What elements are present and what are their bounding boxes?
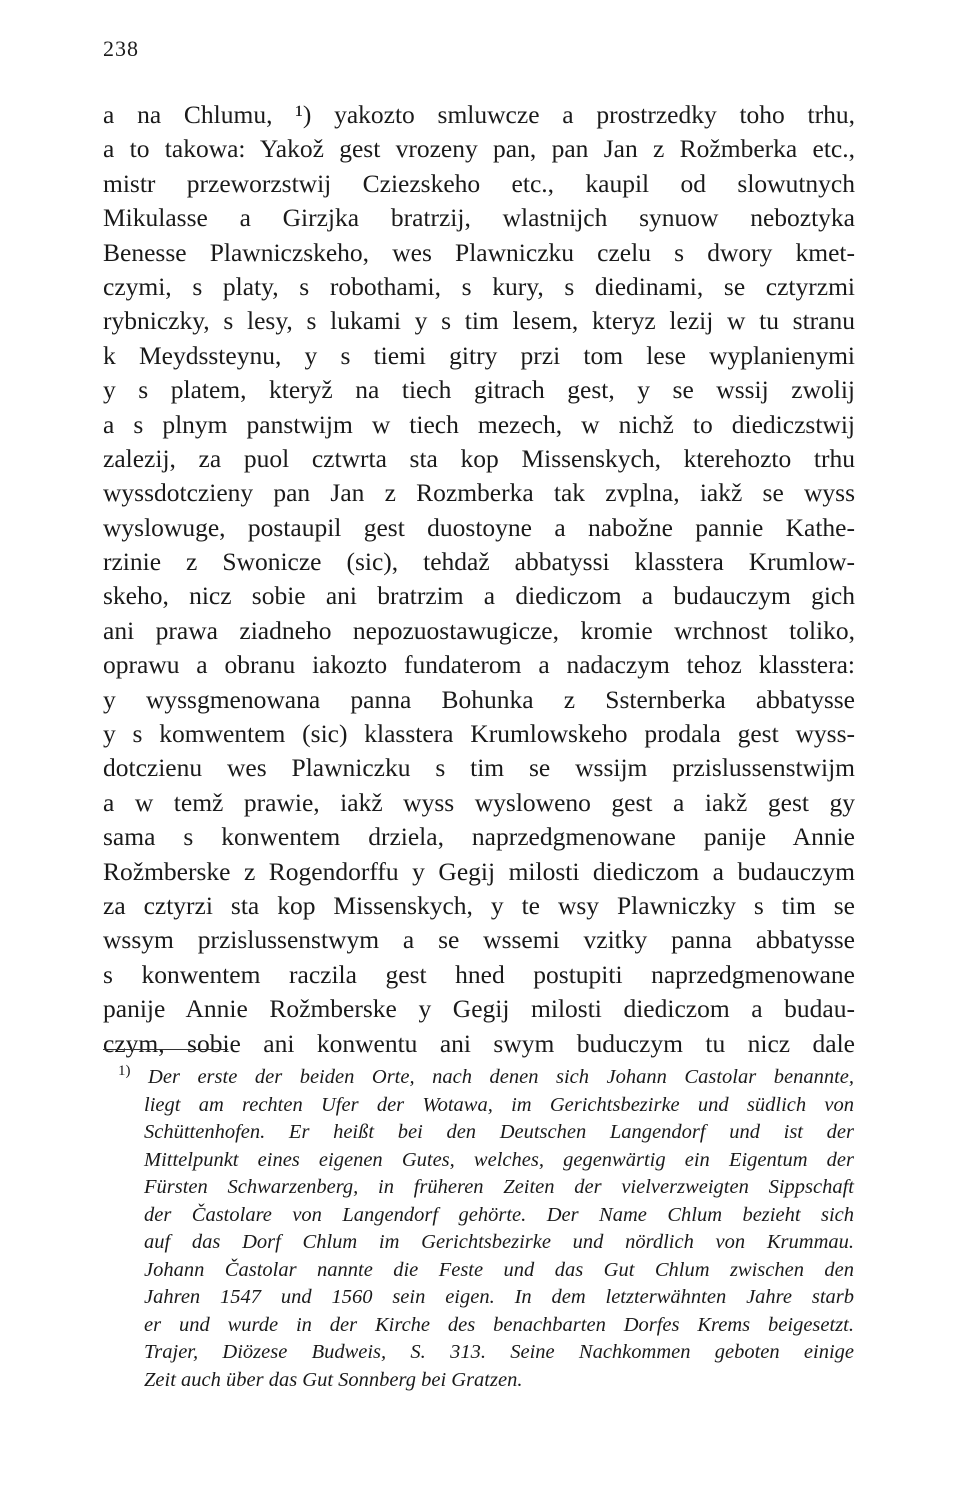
footnote-line: auf das Dorf Chlum im Gerichtsbezirke und nördlich von Krummau. (144, 1231, 854, 1253)
body-line: czym, sobie ani konwentu ani swym buduczym tu nicz dale (103, 1028, 855, 1058)
body-line: oprawu a obranu iakozto fundaterom a nadaczym tehoz klasstera: (103, 650, 855, 680)
body-line: a to takowa: Yakož gest vrozeny pan, pan Jan z Rožmberka etc., (103, 134, 855, 164)
body-line: s konwentem raczila gest hned postupiti naprzedgmenowane (103, 959, 855, 989)
footnote-marker: 1) (118, 1063, 131, 1080)
body-line: a w temž prawie, iakž wyss wysloweno gest a iakž gest gy (103, 787, 855, 817)
body-line: wyssdotczieny pan Jan z Rozmberka tak zvplna, iakž se wyss (103, 478, 855, 508)
footnote-line: Johann Častolar nannte die Feste und das Gut Chlum zwischen den (144, 1258, 854, 1281)
body-line: Rožmberske z Rogendorffu y Gegij milosti diediczom a budauczym (103, 856, 855, 886)
footnote-line: der Častolare von Langendorf gehörte. Der Name Chlum bezieht sich (144, 1203, 854, 1226)
body-line: za cztyrzi sta kop Missenskych, y te wsy Plawniczky s tim se (103, 890, 855, 920)
body-line: zalezij, za puol cztwrta sta kop Missenskych, kterehozto trhu (103, 443, 855, 473)
body-line: rybniczky, s lesy, s lukami y s tim lesem, kteryz lezij w tu stranu (103, 306, 855, 336)
footnote-line: Trajer, Diözese Budweis, S. 313. Seine Nachkommen geboten einige (144, 1341, 854, 1363)
body-line: k Meydssteynu, y s tiemi gitry przi tom lese wyplanienymi (103, 340, 855, 370)
body-line: Mikulasse a Girzjka bratrzij, wlastnijch synuow neboztyka (103, 203, 855, 233)
body-line: czymi, s platy, s robothami, s kury, s diedinami, se cztyrzmi (103, 271, 855, 301)
footnote-line: liegt am rechten Ufer der Wotawa, im Gerichtsbezirke und südlich von (144, 1093, 854, 1116)
footnote-line: Zeit auch über das Gut Sonnberg bei Gratzen. (144, 1368, 523, 1391)
body-line: wssym przislussenstwym a se wssemi vzitky panna abbatysse (103, 925, 855, 955)
body-line: wyslowuge, postaupil gest duostoyne a nabožne pannie Kathe- (103, 512, 855, 542)
footnote-line: Jahren 1547 und 1560 sein eigen. In dem letzterwähnten Jahre starb (144, 1286, 854, 1308)
footnote-line: Schüttenhofen. Er heißt bei den Deutschen Langendorf und ist der (144, 1121, 854, 1143)
page-number: 238 (103, 36, 139, 61)
body-line: a na Chlumu, ¹) yakozto smluwcze a prostrzedky toho trhu, (103, 100, 855, 129)
body-text (103, 98, 855, 1061)
body-line: mistr przeworzstwij Cziezskeho etc., kaupil od slowutnych (103, 168, 855, 198)
body-line: y s komwentem (sic) klasstera Krumlowskeho prodala gest wyss- (103, 719, 855, 749)
body-line: y s platem, kteryž na tiech gitrach gest, y se wssij zwolij (103, 375, 855, 405)
footnote-line: Der erste der beiden Orte, nach denen sich Johann Castolar benannte, (148, 1066, 855, 1088)
body-line: skeho, nicz sobie ani bratrzim a diediczom a budauczym gich (103, 581, 855, 611)
footnote-line: Fürsten Schwarzenberg, in früheren Zeiten der vielverzweigten Sippschaft (144, 1176, 854, 1198)
footnote-line: er und wurde in der Kirche des benachbarten Dorfes Krems beigesetzt. (144, 1313, 854, 1336)
body-line: sama s konwentem drziela, naprzedgmenowane panije Annie (103, 822, 855, 852)
body-line: y wyssgmenowana panna Bohunka z Ssternberka abbatysse (103, 684, 855, 714)
footnote-line: Mittelpunkt eines eigenen Gutes, welches, gegenwärtig ein Eigentum der (144, 1148, 854, 1171)
body-line: ani prawa ziadneho nepozuostawugicze, kromie wrchnost toliko, (103, 615, 855, 645)
body-line: a s plnym panstwijm w tiech mezech, w nichž to diediczstwij (103, 409, 855, 439)
body-line: Benesse Plawniczskeho, wes Plawniczku czelu s dwory kmet- (103, 237, 855, 267)
body-line: rzinie z Swonicze (sic), tehdaž abbatyssi klasstera Krumlow- (103, 547, 855, 577)
footnote (118, 1064, 854, 1394)
body-line: panije Annie Rožmberske y Gegij milosti diediczom a budau- (103, 994, 855, 1024)
body-line: dotczienu wes Plawniczku s tim se wssijm przislussenstwijm (103, 753, 855, 783)
footnote-separator (103, 1049, 228, 1050)
footnote-first-line (118, 1064, 854, 1092)
